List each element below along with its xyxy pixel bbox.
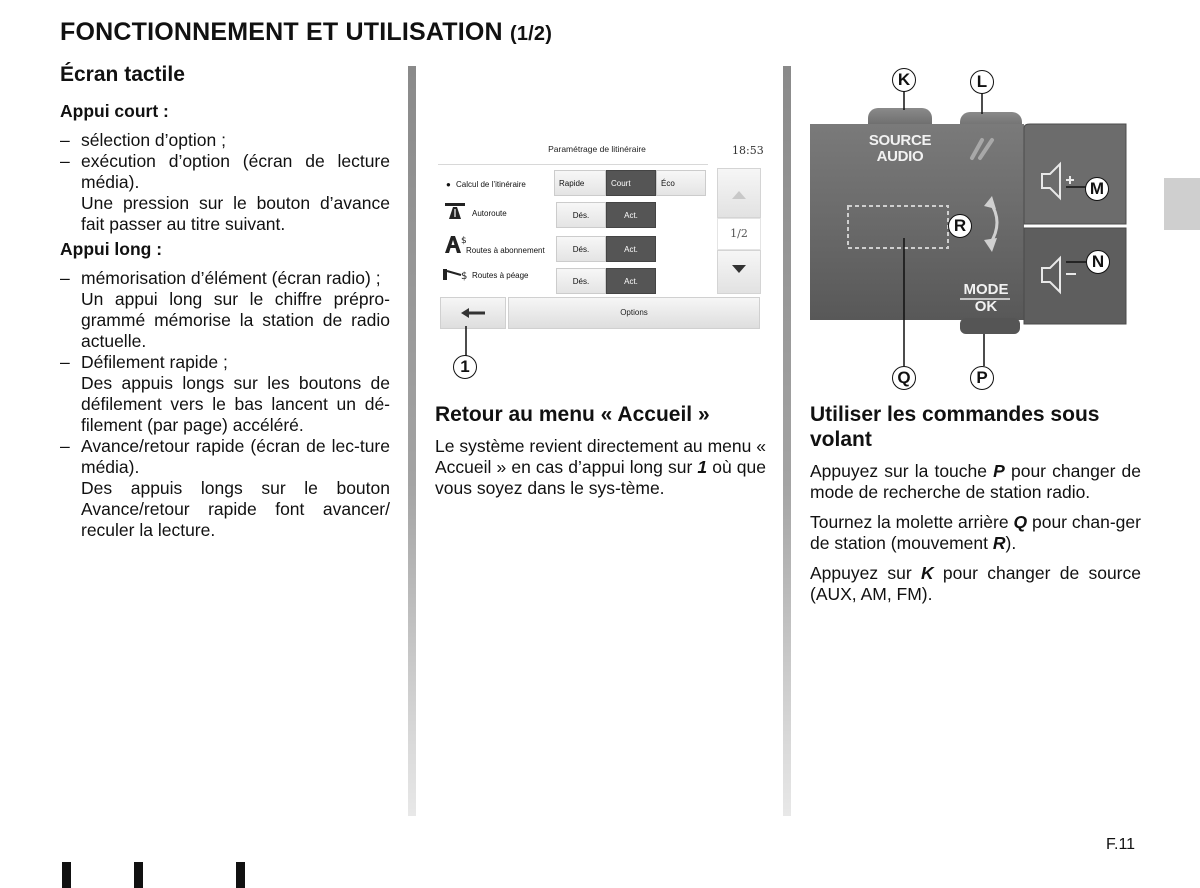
crop-mark (236, 862, 245, 888)
list-subtext: Un appui long sur le chiffre prépro-grammé mémorise la station de radio actuelle. (81, 289, 390, 351)
bullet-icon: ● (446, 180, 451, 189)
callout-R: R (948, 214, 972, 238)
peage-icon (442, 267, 470, 283)
option-eco: Éco (656, 170, 706, 196)
back-button (440, 297, 506, 329)
option-act: Act. (606, 202, 656, 228)
row-label-autoroute: Autoroute (472, 209, 507, 218)
callout-P: P (970, 366, 994, 390)
list-subtext: Des appuis longs sur le bouton Avance/retour rapide font avancer/ reculer la lecture. (81, 478, 390, 540)
paragraph-accueil: Le système revient directement au menu « Accueil » en cas d’appui long sur 1 où que vous soyez dans le sys-tème. (435, 436, 767, 498)
page-title (60, 18, 552, 47)
callout-1: 1 (453, 355, 477, 379)
option-act: Act. (606, 236, 656, 262)
list-item: – exécution d’option (écran de lecture média). (60, 151, 390, 192)
source-audio-button: SOURCE AUDIO (868, 132, 932, 165)
options-button: Options (508, 297, 760, 329)
option-act: Act. (606, 268, 656, 294)
scroll-up-button (717, 168, 761, 218)
row-label-peage: Routes à péage (472, 271, 529, 280)
section-tab-marker (1164, 178, 1200, 230)
callout-line (464, 326, 468, 358)
callout-M: M (1085, 177, 1109, 201)
column-accueil (435, 402, 766, 508)
list-item: – mémorisation d’élément (écran radio) ; (60, 268, 381, 288)
heading-commandes-volant: Utiliser les commandes sous volant (810, 403, 1100, 451)
heading-ecran-tactile: Écran tactile (60, 63, 185, 86)
navigation-screen-illustration (432, 130, 764, 330)
label-appui-court: Appui court : (60, 101, 169, 121)
list-item: – Défilement rapide ; (60, 352, 228, 372)
list-subtext: Des appuis longs sur les boutons de défilement vers le bas lancent un dé-filement (par page) accéléré. (81, 373, 390, 435)
heading-retour-accueil: Retour au menu « Accueil » (435, 403, 710, 426)
page-title-text: FONCTIONNEMENT ET UTILISATION (60, 18, 503, 46)
option-des: Dés. (556, 268, 606, 294)
paragraph-q: Tournez la molette arrière Q pour chan-ger de station (mouvement R). (810, 512, 1141, 553)
list-subtext: Une pression sur le bouton d’avance fait passer au titre suivant. (81, 193, 390, 234)
scroll-down-button (717, 250, 761, 294)
page-number: F.11 (1106, 836, 1136, 853)
option-rapide: Rapide (554, 170, 606, 196)
steering-controls-illustration (810, 62, 1140, 392)
autoroute-icon (444, 202, 466, 222)
callout-K: K (892, 68, 916, 92)
screen-time: 18:53 (732, 144, 764, 157)
list-item: – Avance/retour rapide (écran de lec-ture média). (60, 436, 390, 477)
row-label-calcul: Calcul de l’itinéraire (456, 180, 526, 189)
crop-mark (62, 862, 71, 888)
page-indicator: 1/2 (717, 218, 761, 250)
column-divider (783, 66, 791, 816)
callout-N: N (1086, 250, 1110, 274)
paragraph-p: Appuyez sur la touche P pour changer de mode de recherche de station radio. (810, 461, 1141, 502)
svg-text:$: $ (461, 236, 467, 246)
column-divider (408, 66, 416, 816)
svg-text:$: $ (461, 271, 468, 281)
page-title-part: (1/2) (509, 23, 553, 45)
option-des: Dés. (556, 202, 606, 228)
callout-L: L (970, 70, 994, 94)
column-touchscreen (60, 62, 390, 541)
list-item: – sélection d’option ; (60, 130, 226, 150)
callout-Q: Q (892, 366, 916, 390)
row-label-abonnement: Routes à abonnement (466, 246, 545, 255)
crop-mark (134, 862, 143, 888)
mode-ok-button: MODE OK (963, 281, 1009, 315)
paragraph-k: Appuyez sur K pour changer de source (AUX, AM, FM). (810, 563, 1141, 604)
divider (438, 164, 708, 165)
option-des: Dés. (556, 236, 606, 262)
label-appui-long: Appui long : (60, 239, 163, 259)
screen-title: Paramétrage de litinéraire (548, 144, 646, 154)
option-court: Court (606, 170, 656, 196)
column-commandes-volant (810, 402, 1141, 614)
